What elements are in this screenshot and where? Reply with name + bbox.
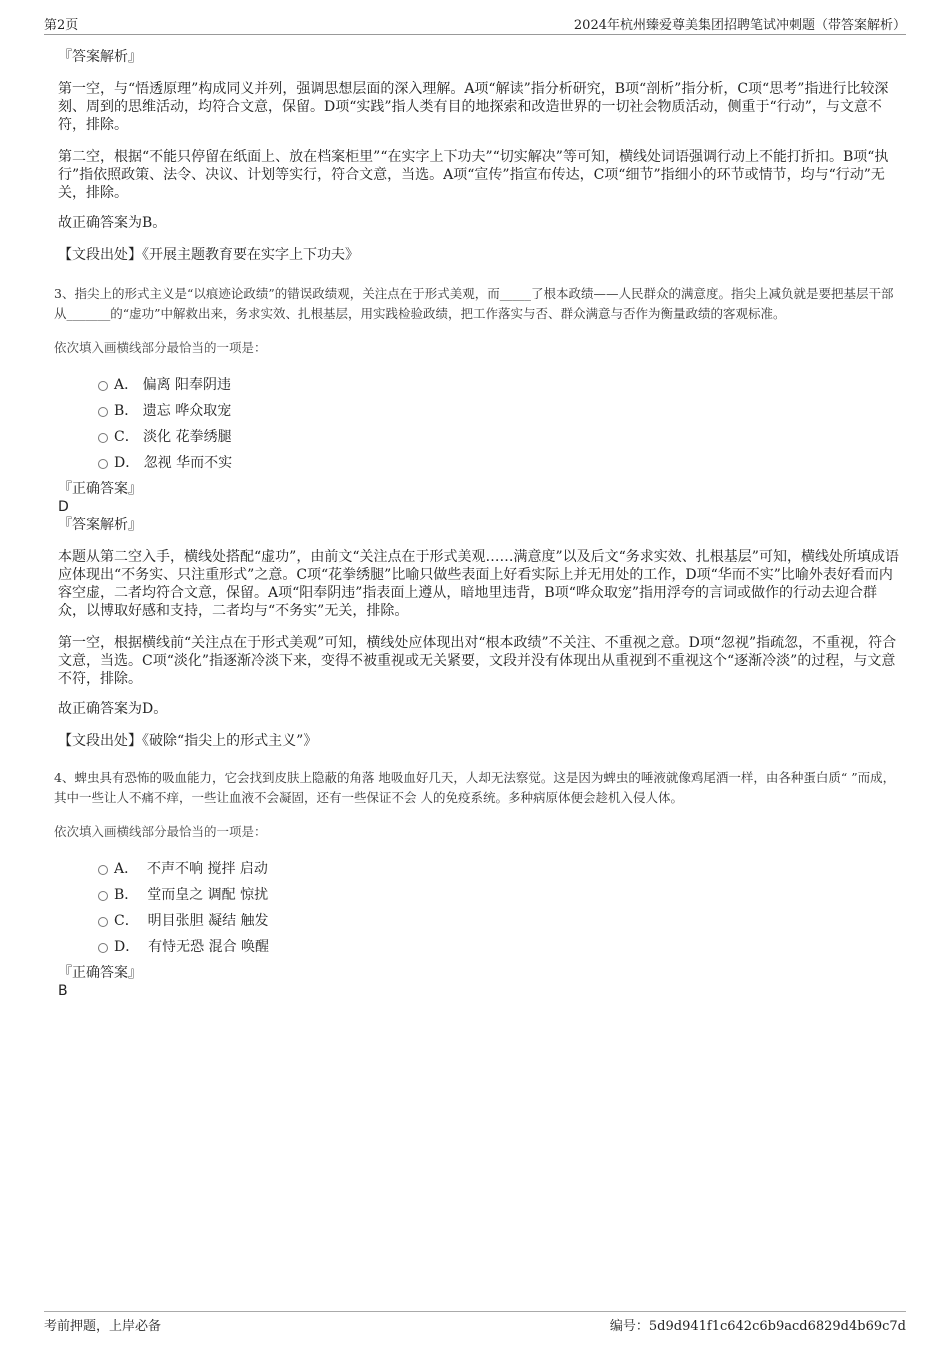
option-c[interactable]: C． 明目张胆 凝结 触发	[58, 908, 904, 934]
footer-slogan: 考前押题，上岸必备	[44, 1319, 162, 1334]
page-number: 第2页	[44, 18, 79, 33]
document-title: 2024年杭州臻爱尊美集团招聘笔试冲刺题（带答案解析）	[573, 18, 906, 33]
option-c[interactable]: C． 淡化 花拳绣腿	[58, 424, 904, 450]
option-d[interactable]: D． 忽视 华而不实	[58, 450, 904, 476]
option-a[interactable]: A． 偏离 阳奉阴违	[58, 372, 904, 398]
option-b[interactable]: B． 遗忘 哗众取宠	[58, 398, 904, 424]
source-citation: 【文段出处】《开展主题教育要在实字上下功夫》	[58, 247, 359, 263]
radio-icon[interactable]	[98, 459, 108, 469]
question-stem: 4、蜱虫具有恐怖的吸血能力，它会找到皮肤上隐蔽的角落 地吸血好几天，人却无法察觉。这是因为蜱虫的唾液就像鸡尾酒一样，由各种蛋白质“ ”而成，其中一些让人不痛不痒，一些让血液不会凝固，还有一些保证不会 人的免疫系统。多种病原体便会趁机入侵人体。	[54, 770, 896, 805]
question-instruction: 依次填入画横线部分最恰当的一项是：	[54, 340, 267, 355]
radio-icon[interactable]	[98, 865, 108, 875]
correct-answer: B	[58, 983, 68, 999]
analysis-label: 『答案解析』	[58, 517, 142, 533]
option-d[interactable]: D． 有恃无恐 混合 唤醒	[58, 934, 904, 960]
radio-icon[interactable]	[98, 943, 108, 953]
option-b[interactable]: B． 堂而皇之 调配 惊扰	[58, 882, 904, 908]
page-footer	[44, 1311, 906, 1334]
document-body	[54, 48, 904, 1000]
option-list	[58, 856, 904, 960]
question-stem: 3、指尖上的形式主义是“以痕迹论政绩”的错误政绩观，关注点在于形式美观，而_____了根本政绩——人民群众的满意度。指尖上减负就是要把基层干部从_______的“虚功”中解救出来，务求实效、扎根基层，用实践检验政绩，把工作落实与否、群众满意与否作为衡量政绩的客观标准。	[54, 286, 894, 321]
option-a[interactable]: A． 不声不响 搅拌 启动	[58, 856, 904, 882]
radio-icon[interactable]	[98, 891, 108, 901]
document-id: 编号：5d9d941f1c642c6b9acd6829d4b69c7d	[609, 1319, 906, 1334]
analysis-paragraph: 第一空，根据横线前“关注点在于形式美观”可知，横线处应体现出对“根本政绩”不关注、不重视之意。D项“忽视”指疏忽，不重视，符合文意，当选。C项“淡化”指逐渐冷淡下来，变得不被重视或无关紧要，文段并没有体现出从重视到不重视这个“逐渐冷淡”的过程，与文意不符，排除。	[58, 635, 897, 687]
analysis-paragraph: 本题从第二空入手，横线处搭配“虚功”，由前文“关注点在于形式美观……满意度”以及后文“务求实效、扎根基层”可知，横线处所填成语应体现出“不务实、只注重形式”之意。C项“花拳绣腿”比喻只做些表面上好看实际上并无用处的工作，D项“华而不实”比喻外表好看而内容空虚，二者均符合文意，保留。A项“阳奉阴违”指表面上遵从，暗地里违背，B项“哗众取宠”指用浮夸的言词或做作的行动去迎合群众，以博取好感和支持，二者均与“不务实”无关，排除。	[58, 549, 899, 619]
page-header	[44, 14, 906, 35]
source-citation: 【文段出处】《破除“指尖上的形式主义”》	[58, 733, 318, 749]
correct-answer: D	[58, 499, 69, 515]
analysis-label: 『答案解析』	[58, 49, 142, 65]
radio-icon[interactable]	[98, 381, 108, 391]
radio-icon[interactable]	[98, 917, 108, 927]
radio-icon[interactable]	[98, 433, 108, 443]
correct-answer-label: 『正确答案』	[58, 965, 142, 981]
conclusion: 故正确答案为B。	[58, 215, 167, 231]
question-instruction: 依次填入画横线部分最恰当的一项是：	[54, 824, 267, 839]
option-list	[58, 372, 904, 476]
analysis-paragraph: 第一空，与“悟透原理”构成同义并列，强调思想层面的深入理解。A项“解读”指分析研究，B项“剖析”指分析，C项“思考”指进行比较深刻、周到的思维活动，均符合文意，保留。D项“实践”指人类有目的地探索和改造世界的一切社会物质活动，侧重于“行动”，与文意不符，排除。	[58, 81, 889, 133]
radio-icon[interactable]	[98, 407, 108, 417]
correct-answer-label: 『正确答案』	[58, 481, 142, 497]
conclusion: 故正确答案为D。	[58, 701, 168, 717]
analysis-paragraph: 第二空，根据“不能只停留在纸面上、放在档案柜里”“在实字上下功夫”“切实解决”等可知，横线处词语强调行动上不能打折扣。B项“执行”指依照政策、法令、决议、计划等实行，符合文意，当选。A项“宣传”指宣布传达，C项“细节”指细小的环节或情节，均与“行动”无关，排除。	[58, 149, 889, 201]
